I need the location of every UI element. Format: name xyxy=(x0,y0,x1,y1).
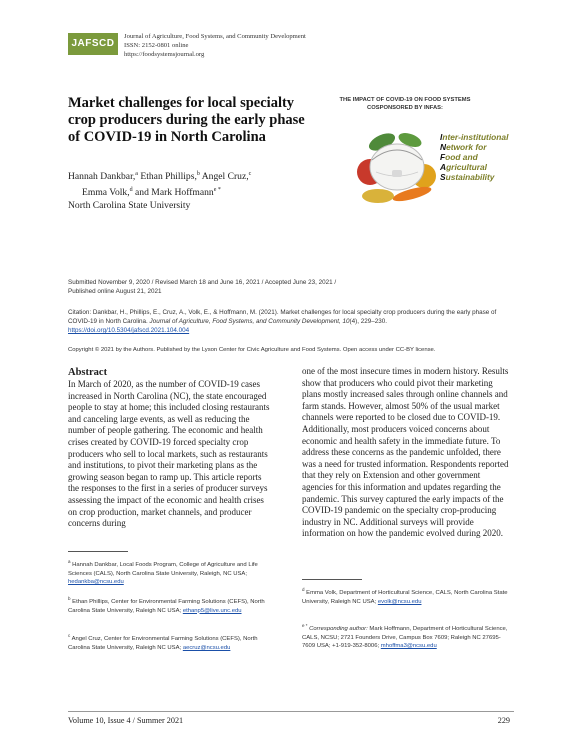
author-conjunction: and xyxy=(135,186,149,198)
abstract-text: one of the most insecure times in modern history. Results show that producers who could pivot their marketing plans mostly increased sales through online channels and farm stands. However, almost 50% of the usual market channels were reported to be closed due to COVID-19. Additionally, most producers voiced concerns about economic and health safety in the immediate future. To address these concerns as the pandemic unfolded, there was a need for trusted information. Respondents reported that they rely on Extension and other government agencies for this information and updates regarding the pandemic. This survey captured the early impacts of the COVID-19 pandemic on the specialty crop-producing industry in NC. Additional surveys will provide information on how the pandemic evolved during 2020. xyxy=(302,366,509,539)
author-line xyxy=(68,184,308,200)
email-link[interactable]: mhoffma3@ncsu.edu xyxy=(380,643,437,650)
footnote-sup: d xyxy=(302,587,305,592)
email-link[interactable]: ethanp5@live.unc.edu xyxy=(182,607,242,614)
footer-issue: Volume 10, Issue 4 / Summer 2021 xyxy=(68,716,184,725)
abstract-right-column xyxy=(302,366,510,540)
citation-issue: (4), 229–230. xyxy=(349,318,387,325)
footnote-label: Corresponding author: xyxy=(309,625,368,632)
author-name: Emma Volk, xyxy=(82,186,130,198)
journal-logo: JAFSCD xyxy=(68,33,118,55)
infas-name xyxy=(440,132,508,182)
footnote-text: Emma Volk, Department of Horticultural Science, CALS, North Carolina State University, Raleigh NC USA; xyxy=(302,589,508,605)
author-affiliation: North Carolina State University xyxy=(68,200,191,212)
infas-line: Inter-institutional xyxy=(440,132,509,142)
covid-series-badge xyxy=(300,96,510,216)
journal-info xyxy=(124,32,306,59)
footnote-sup: b xyxy=(68,596,71,601)
badge-line-2: COSPONSORED BY INFAS: xyxy=(367,105,443,111)
abstract-text: In March of 2020, as the number of COVID-19 cases increased in North Carolina (NC), the state encouraged people to stay at home; this included closing restaurants and canceling large events, as well as reducing the number of people gathering. The economic and health crises created by COVID-19 forced specialty crop producers who sell to local markets, such as restaurants and institutions, to pivot their marketing plans as the growing season began to ramp up. This article reports the responses to the first in a series of producer surveys assessing the impact of the economic and health crises on crop production, market channels, and producer concerns during xyxy=(68,379,270,529)
journal-name: Journal of Agriculture, Food Systems, and Community Development xyxy=(124,33,306,40)
abstract-left-column xyxy=(68,366,270,530)
dates-line: Published online August 21, 2021 xyxy=(68,288,162,295)
footnote-b xyxy=(68,595,268,615)
footnote-text: Mark Hoffmann, Department of Horticultural Science, CALS, NCSU; 2721 Founders Drive, Campus Box 7609; Raleigh NC 27695-7609 USA; +1-919-352-8006; xyxy=(302,625,508,650)
author-block xyxy=(68,168,308,213)
email-link[interactable]: evolk@ncsu.edu xyxy=(377,598,422,605)
footnote-rule xyxy=(68,551,128,552)
face-mask-shape xyxy=(370,144,424,190)
dates-line: Submitted November 9, 2020 / Revised March 18 and June 16, 2021 / Accepted June 23, 2021 / xyxy=(68,279,337,286)
abstract-heading: Abstract xyxy=(68,367,108,378)
email-link[interactable]: aecruz@ncsu.edu xyxy=(182,644,231,651)
citation-journal: Journal of Agriculture, Food Systems, and Community Development, 10 xyxy=(149,318,350,325)
infas-line: Sustainability xyxy=(440,172,495,182)
email-link[interactable]: hedankba@ncsu.edu xyxy=(68,579,124,586)
footnote-text: Ethan Phillips, Center for Environmental Farming Solutions (CEFS), North Carolina State University, Raleigh NC USA; xyxy=(68,598,265,614)
author-sup: b xyxy=(196,171,200,177)
squash-shape xyxy=(362,189,394,203)
author-name: Hannah Dankbar, xyxy=(68,171,136,183)
author-sup: e * xyxy=(213,186,221,193)
author-sup: a xyxy=(135,171,138,177)
footnote-a xyxy=(68,558,268,587)
author-line xyxy=(68,168,308,184)
author-sup: c xyxy=(248,171,252,177)
author-name: Angel Cruz, xyxy=(201,171,249,183)
infas-line: Network for xyxy=(440,142,487,152)
footer-rule xyxy=(68,711,514,712)
copyright-notice: Copyright © 2021 by the Authors. Published by the Lyson Center for Civic Agriculture and Food Systems. Open access under CC-BY license. xyxy=(68,347,436,353)
mask-valve xyxy=(392,170,402,177)
footer-page-number: 229 xyxy=(497,716,510,725)
footnote-rule xyxy=(302,579,362,580)
footnote-c xyxy=(68,632,268,652)
produce-mask-illustration xyxy=(352,120,442,210)
journal-url[interactable]: https://foodsystemsjournal.org xyxy=(124,51,205,58)
badge-line-1: THE IMPACT OF COVID-19 ON FOOD SYSTEMS xyxy=(339,97,471,103)
footnote-d xyxy=(302,586,512,606)
doi-link[interactable]: https://doi.org/10.5304/jafscd.2021.104.004 xyxy=(68,327,190,334)
infas-line: Food and xyxy=(440,152,478,162)
footnote-sup: c xyxy=(68,633,71,638)
footnote-e xyxy=(302,622,512,651)
citation xyxy=(68,308,508,335)
author-name: Mark Hoffmann xyxy=(151,186,214,198)
citation-text: Citation: Dankbar, H., Phillips, E., Cruz, A., Volk, E., & Hoffmann, M. (2021). Market challenges for local specialty crop producers during the early phase of COVID-19 in North Carolina. xyxy=(68,309,497,325)
footnote-text: Angel Cruz, Center for Environmental Farming Solutions (CEFS), North Carolina State University, Raleigh NC USA; xyxy=(68,635,258,651)
footnote-sup: e * xyxy=(302,623,308,628)
infas-line: Agricultural xyxy=(440,162,488,172)
article-dates xyxy=(68,278,508,296)
author-sup: d xyxy=(129,186,133,193)
author-name: Ethan Phillips, xyxy=(140,171,197,183)
footnote-sup: a xyxy=(68,559,71,564)
journal-header xyxy=(68,33,528,67)
badge-heading xyxy=(300,96,510,112)
article-title: Market challenges for local specialty crop producers during the early phase of COVID-19 in North Carolina xyxy=(68,95,305,145)
footnote-text: Hannah Dankbar, Local Foods Program, College of Agriculture and Life Sciences (CALS), North Carolina State University, Raleigh, NC USA; xyxy=(68,561,258,577)
journal-issn: ISSN: 2152-0801 online xyxy=(124,42,189,49)
